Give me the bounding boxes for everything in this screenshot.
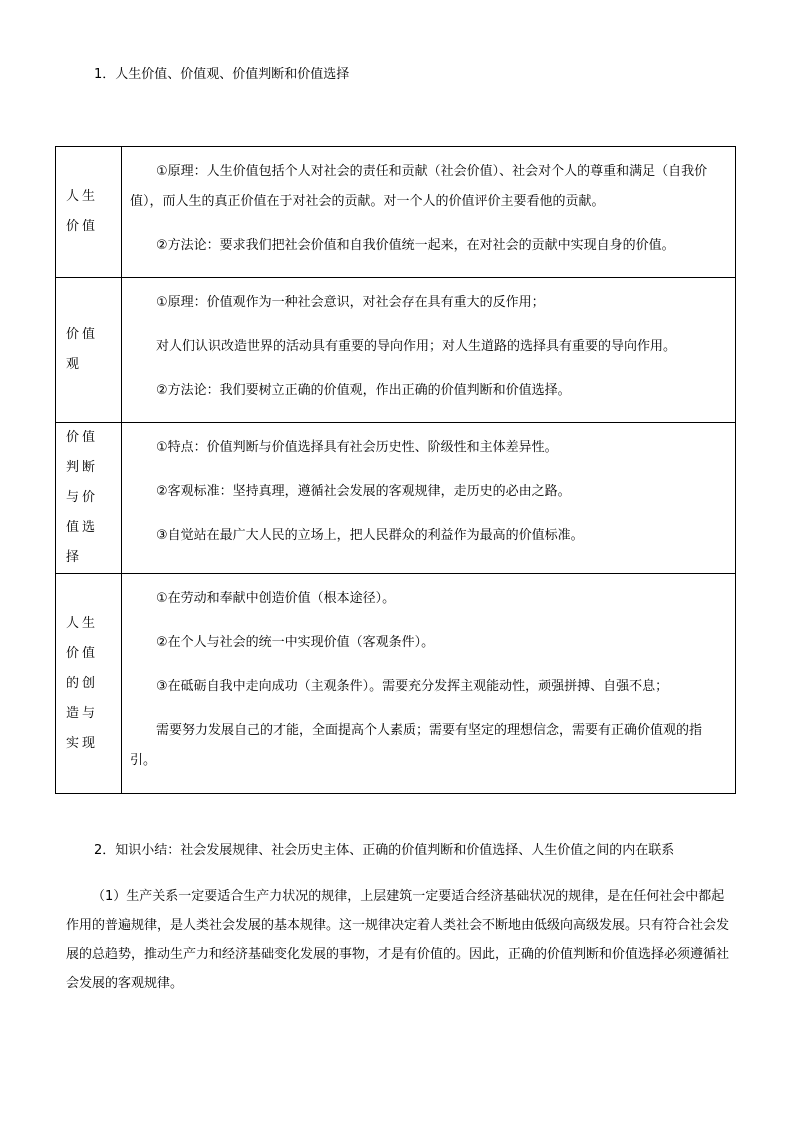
section-2-title: 2．知识小结：社会发展规律、社会历史主体、正确的价值判断和价值选择、人生价值之间的内在联系 (94, 843, 675, 858)
row-paragraph: ②在个人与社会的统一中实现价值（客观条件）。 (156, 635, 435, 650)
section-2-paragraph: （1）生产关系一定要适合生产力状况的规律，上层建筑一定要适合经济基础状况的规律，是在任何社会中都起作用的普遍规律，是人类社会发展的基本规律。这一规律决定着人类社会不断地由低级向高级发展。只有符合社会发展的总趋势，推动生产力和经济基础变化发展的事物，才是有价值的。因此，正确的价值判断和价值选择必须遵循社会发展的客观规律。 (66, 889, 730, 991)
row-paragraph: ②方法论：要求我们把社会价值和自我价值统一起来，在对社会的贡献中实现自身的价值。 (156, 238, 675, 253)
row-paragraph: 对人们认识改造世界的活动具有重要的导向作用；对人生道路的选择具有重要的导向作用。 (156, 339, 677, 354)
row-content-cell (122, 147, 736, 278)
row-content-cell (122, 278, 736, 423)
row-paragraph: ③在砥砺自我中走向成功（主观条件）。需要充分发挥主观能动性，顽强拼搏、自强不息； (156, 679, 669, 694)
row-paragraph: ③自觉站在最广大人民的立场上，把人民群众的利益作为最高的价值标准。 (156, 528, 584, 543)
row-paragraph: ①特点：价值判断与价值选择具有社会历史性、阶级性和主体差异性。 (156, 440, 558, 455)
row-label: 人生价值 (66, 189, 99, 234)
row-label-cell (56, 147, 122, 278)
table-row-values (56, 278, 736, 423)
row-paragraph: ①原理：人生价值包括个人对社会的责任和贡献（社会价值）、社会对个人的尊重和满足（自我价值），而人生的真正价值在于对社会的贡献。对一个人的价值评价主要看他的贡献。 (130, 164, 708, 209)
row-paragraph: ②客观标准：坚持真理，遵循社会发展的客观规律，走历史的必由之路。 (156, 484, 571, 499)
section-1-title: 1．人生价值、价值观、价值判断和价值选择 (94, 67, 350, 82)
row-label: 价值观 (66, 327, 99, 372)
row-label-cell (56, 278, 122, 423)
row-content-cell (122, 574, 736, 794)
row-label-cell (56, 574, 122, 794)
row-paragraph: 需要努力发展自己的才能，全面提高个人素质；需要有坚定的理想信念，需要有正确价值观的指引。 (130, 723, 703, 768)
knowledge-table (55, 146, 736, 794)
row-paragraph: ①在劳动和奉献中创造价值（根本途径）。 (156, 591, 396, 606)
table-row-life-value (56, 147, 736, 278)
table-row-value-creation (56, 574, 736, 794)
row-paragraph: ①原理：价值观作为一种社会意识，对社会存在具有重大的反作用； (156, 295, 545, 310)
row-label: 价值判断与价值选择 (66, 430, 99, 565)
row-label: 人生价值的创造与实现 (66, 615, 99, 751)
row-label-cell (56, 423, 122, 574)
table-row-value-judgment (56, 423, 736, 574)
row-content-cell (122, 423, 736, 574)
row-paragraph: ②方法论：我们要树立正确的价值观，作出正确的价值判断和价值选择。 (156, 383, 571, 398)
